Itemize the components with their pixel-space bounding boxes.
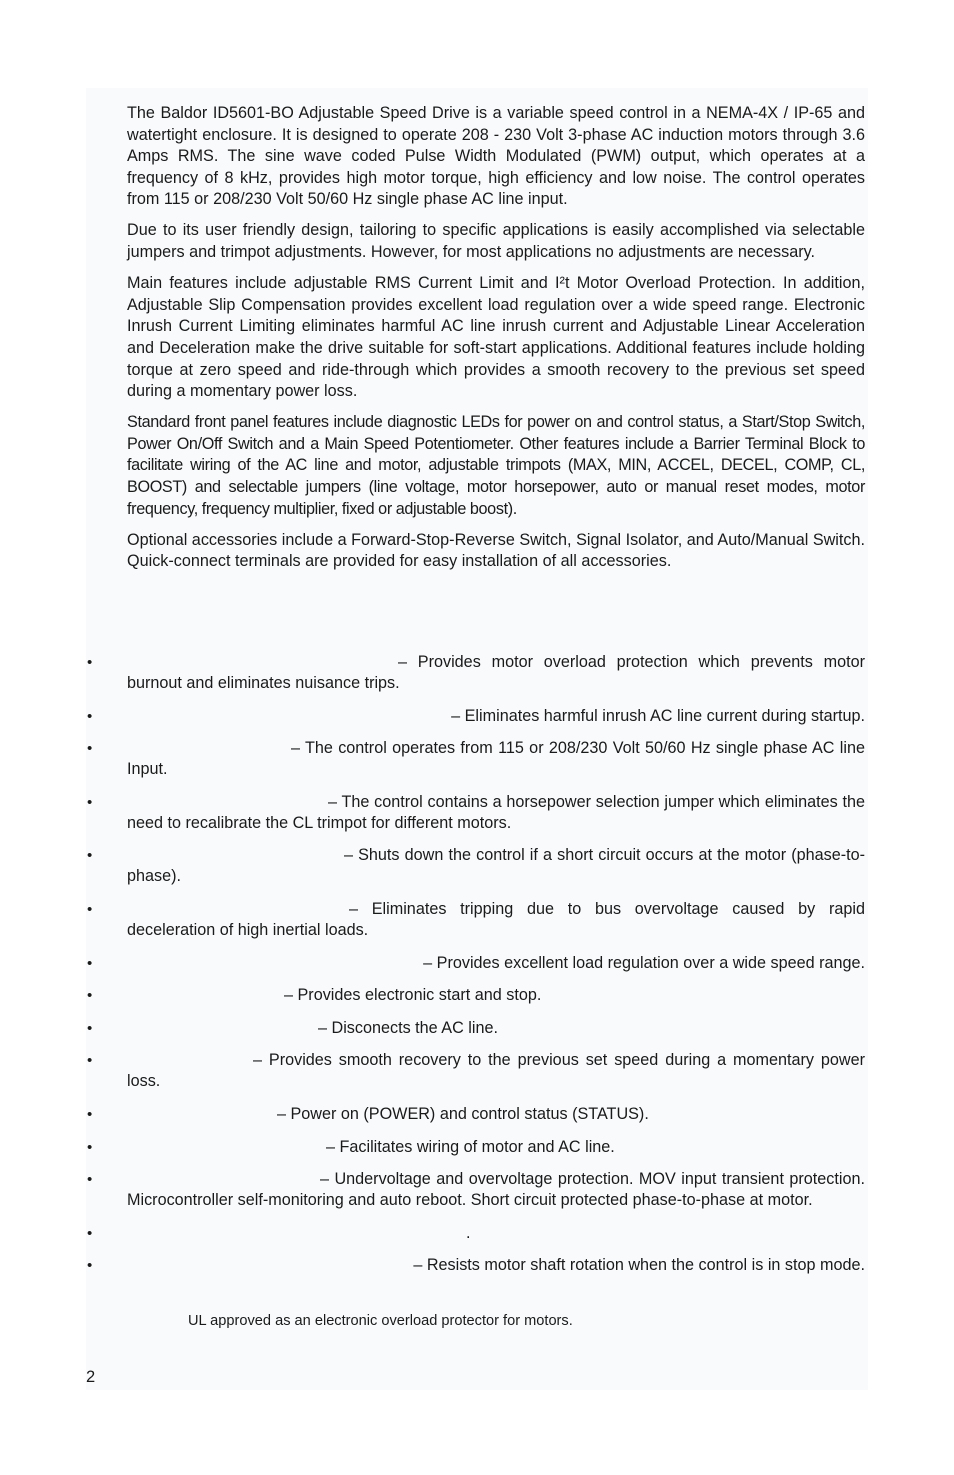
bullet-icon: • bbox=[87, 740, 93, 758]
intro-paragraph-4: Standard front panel features include diagnostic LEDs for power on and control status, a Start/Stop Switch, Power On/Off Switch and a Main Speed Potentiometer. Other features include a Barrier Terminal Block to facilitate wiring of the AC line and motor, adjustable trimpots (MAX, MIN, ACCEL, DECEL, COMP, CL, BOOST) and selectable jumpers (line voltage, motor horsepower, auto or manual reset modes, motor frequency, frequency multiplier, fixed or adjustable boost). bbox=[127, 413, 865, 518]
feature-item bbox=[87, 1137, 865, 1158]
feature-list bbox=[87, 652, 865, 1288]
bullet-icon: • bbox=[87, 1257, 93, 1275]
intro-section bbox=[127, 103, 865, 582]
feature-item bbox=[87, 1050, 865, 1092]
feature-text: – Eliminates tripping due to bus overvoltage caused by rapid deceleration of high inertial loads. bbox=[127, 899, 865, 939]
bullet-icon: • bbox=[87, 954, 93, 972]
ul-approval-note: UL approved as an electronic overload protector for motors. bbox=[188, 1313, 573, 1329]
feature-text: – Disconects the AC line. bbox=[318, 1018, 498, 1037]
feature-item bbox=[87, 1018, 865, 1039]
intro-paragraph-5: Optional accessories include a Forward-Stop-Reverse Switch, Signal Isolator, and Auto/Manual Switch. Quick-connect terminals are provided for easy installation of all accessories. bbox=[127, 530, 865, 571]
bullet-icon: • bbox=[87, 900, 93, 918]
feature-item bbox=[87, 899, 865, 941]
feature-text: – Shuts down the control if a short circuit occurs at the motor (phase-to-phase). bbox=[127, 846, 865, 886]
feature-text: – Provides excellent load regulation over a wide speed range. bbox=[423, 953, 865, 972]
feature-item bbox=[87, 652, 865, 694]
feature-item bbox=[87, 792, 865, 834]
feature-text: – Provides motor overload protection which prevents motor burnout and eliminates nuisance trips. bbox=[127, 653, 865, 692]
bullet-icon: • bbox=[87, 1138, 93, 1156]
feature-item bbox=[87, 845, 865, 887]
intro-paragraph-2: Due to its user friendly design, tailoring to specific applications is easily accomplished via selectable jumpers and trimpot adjustments. However, for most applications no adjustments are necessary. bbox=[127, 221, 865, 262]
bullet-icon: • bbox=[87, 1019, 93, 1037]
feature-item bbox=[87, 1169, 865, 1211]
bullet-icon: • bbox=[87, 793, 93, 811]
bullet-icon: • bbox=[87, 707, 93, 725]
feature-item bbox=[87, 738, 865, 780]
intro-paragraph-3: Main features include adjustable RMS Current Limit and I²t Motor Overload Protection. In addition, Adjustable Slip Compensation provides excellent load regulation over a wide speed range. Electronic Inrush Current Limiting eliminates harmful AC line inrush current and Adjustable Linear Acceleration and Deceleration make the drive suitable for soft-start applications. Additional features include holding torque at zero speed and ride-through which provides a smooth recovery to the previous set speed during a momentary power loss. bbox=[127, 274, 865, 401]
feature-item bbox=[87, 706, 865, 727]
feature-item bbox=[87, 985, 865, 1006]
bullet-icon: • bbox=[87, 987, 93, 1005]
feature-text: – Power on (POWER) and control status (STATUS). bbox=[277, 1104, 649, 1123]
feature-item bbox=[87, 1223, 865, 1244]
intro-paragraph-1: The Baldor ID5601-BO Adjustable Speed Drive is a variable speed control in a NEMA-4X / IP-65 and watertight enclosure. It is designed to operate 208 - 230 Volt 3-phase AC induction motors through 3.6 Amps RMS. The sine wave coded Pulse Width Modulated (PWM) output, which operates at a frequency of 8 kHz, provides high motor torque, high efficiency and low noise. The control operates from 115 or 208/230 Volt 50/60 Hz single phase AC line input. bbox=[127, 104, 865, 209]
bullet-icon: • bbox=[87, 1105, 93, 1123]
feature-text: – Undervoltage and overvoltage protection. MOV input transient protection. Microcontroller self-monitoring and auto reboot. Short circuit protected phase-to-phase at motor. bbox=[127, 1170, 865, 1210]
feature-text: – Resists motor shaft rotation when the control is in stop mode. bbox=[413, 1256, 865, 1275]
feature-text: – Eliminates harmful inrush AC line current during startup. bbox=[451, 706, 865, 725]
feature-item bbox=[87, 953, 865, 974]
feature-text: . bbox=[466, 1223, 471, 1242]
feature-text: – The control operates from 115 or 208/230 Volt 50/60 Hz single phase AC line Input. bbox=[127, 739, 865, 779]
bullet-icon: • bbox=[87, 1171, 93, 1189]
feature-item bbox=[87, 1255, 865, 1276]
bullet-icon: • bbox=[87, 1224, 93, 1242]
bullet-icon: • bbox=[87, 847, 93, 865]
feature-item bbox=[87, 1104, 865, 1125]
feature-text: – Provides smooth recovery to the previous set speed during a momentary power loss. bbox=[127, 1051, 865, 1091]
feature-text: – Provides electronic start and stop. bbox=[284, 986, 542, 1005]
bullet-icon: • bbox=[87, 1052, 93, 1070]
feature-text: – The control contains a horsepower selection jumper which eliminates the need to recalibrate the CL trimpot for different motors. bbox=[127, 792, 865, 832]
bullet-icon: • bbox=[87, 654, 93, 671]
feature-text: – Facilitates wiring of motor and AC line. bbox=[326, 1137, 615, 1156]
page-number: 2 bbox=[86, 1368, 96, 1386]
